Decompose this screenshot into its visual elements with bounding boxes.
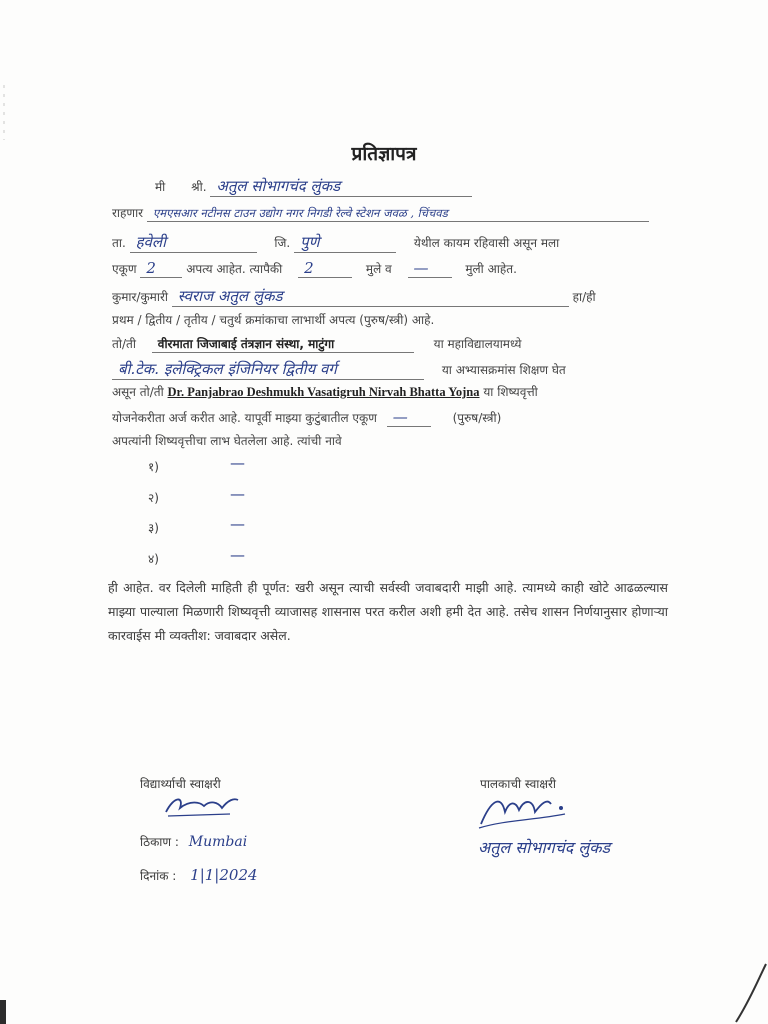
student-signature [160, 790, 250, 820]
mule-text: मुले व [365, 262, 392, 276]
line-prior-beneficiaries [112, 408, 501, 427]
ha-label: हा/ही [572, 290, 596, 304]
course-name: बी.टेक. इलेक्ट्रिकल इंजिनियर द्वितीय वर्ग [112, 359, 424, 380]
muli-text: मुली आहेत. [465, 262, 517, 276]
rank-text: प्रथम / द्वितीय / तृतीय / चतुर्थ क्रमांकाचा लाभार्थी अपत्य (पुरुष/स्त्री) आहे. [112, 313, 435, 327]
prior-pre: योजनेकरीता अर्ज करीत आहे. यापूर्वी माझ्या कुटुंबातील एकूण [112, 411, 377, 425]
place-row [140, 833, 247, 850]
list-value: — [230, 485, 245, 503]
ta-label: ता. [112, 236, 126, 250]
list-value: — [230, 546, 245, 564]
line-address [112, 204, 649, 222]
scheme-post: या शिष्यवृत्ती [483, 385, 538, 399]
line-course [112, 359, 566, 380]
list-value: — [230, 454, 245, 472]
address-value: एमएसआर नटीनस टाउन उद्योग नगर निगडी रेल्वे स्टेशन जवळ , चिंचवड [147, 206, 649, 222]
ji-label: जि. [274, 236, 291, 250]
list-number: १) [148, 460, 159, 474]
list-item [148, 546, 245, 567]
student-sign-label: विद्यार्थ्याची स्वाक्षरी [140, 777, 221, 791]
list-value: — [230, 515, 245, 533]
date-row [140, 866, 258, 884]
residence-text: येथील कायम रहिवासी असून मला [413, 236, 560, 250]
line-children-count [112, 259, 517, 278]
ekun-label: एकूण [112, 262, 137, 276]
document-title: प्रतिज्ञापत्र [351, 143, 417, 165]
line-rank [112, 311, 434, 328]
applicant-name: अतुल सोभागचंद लुंकड [210, 176, 472, 197]
rahnar-label: राहणार [112, 206, 144, 220]
list-number: ४) [148, 552, 159, 566]
line-child-name [112, 286, 596, 307]
list-number: ३) [148, 521, 159, 535]
prior-post: (पुरुष/स्त्री) [452, 411, 502, 425]
line-scheme [112, 383, 538, 400]
place-value: Mumbai [188, 834, 248, 850]
apatya-text: अपत्य आहेत. त्यापैकी [186, 262, 283, 276]
page-bottom-left-edge [0, 1000, 6, 1024]
line-taluka [112, 232, 559, 253]
names-intro: अपत्यांनी शिष्यवृत्तीचा लाभ घेतलेला आहे. त्यांची नावे [112, 434, 342, 448]
line-names-intro [112, 432, 342, 449]
shri-label: श्री. [191, 180, 207, 194]
date-label: दिनांक : [140, 869, 177, 883]
parent-name-written: अतुल सोभागचंद लुंकड [478, 838, 611, 857]
prior-count: — [387, 408, 431, 427]
page-corner-mark [720, 960, 768, 1024]
kumar-label: कुमार/कुमारी [112, 290, 168, 304]
line-college [112, 335, 521, 353]
declaration-paragraph: ही आहेत. वर दिलेली माहिती ही पूर्णत: खरी असून त्याची सर्वस्वी जवाबदारी माझी आहे. त्यामध्ये काही खोटे आढळल्यास माझ्या पाल्याला मिळणारी शिष्यवृत्ती व्याजासह शासनास परत करील अशी हमी देत आहे. तसेच शासन निर्णयानुसार होणाऱ्या कारवाईस मी व्यक्तीश: जवाबदार असेल. [108, 580, 668, 643]
daughters-count: — [408, 259, 452, 278]
list-number: २) [148, 491, 159, 505]
scheme-pre: असून तो/ती [112, 385, 164, 399]
list-item [148, 515, 245, 536]
date-value: 1|1|2024 [190, 866, 258, 884]
toti-label: तो/ती [112, 337, 136, 351]
district-value: पुणे [294, 232, 396, 253]
list-item [148, 454, 245, 475]
scheme-name: Dr. Panjabrao Deshmukh Vasatigruh Nirvah Bhatta Yojna [167, 385, 480, 399]
course-rest: या अभ्यासक्रमांस शिक्षण घेत [441, 363, 566, 377]
parent-signature [475, 790, 575, 832]
taluka-value: हवेली [130, 232, 257, 253]
place-label: ठिकाण : [140, 835, 179, 849]
college-name: वीरमाता जिजाबाई तंत्रज्ञान संस्था, माटुंगा [152, 335, 414, 353]
college-rest: या महाविद्यालयामध्ये [433, 337, 522, 351]
line-name [155, 176, 472, 197]
list-item [148, 485, 245, 506]
sons-count: 2 [298, 259, 352, 278]
total-children: 2 [140, 259, 182, 278]
parent-sign-label: पालकाची स्वाक्षरी [480, 777, 556, 791]
mi-label: मी [155, 180, 166, 194]
child-name: स्वराज अतुल लुंकड [172, 286, 569, 307]
